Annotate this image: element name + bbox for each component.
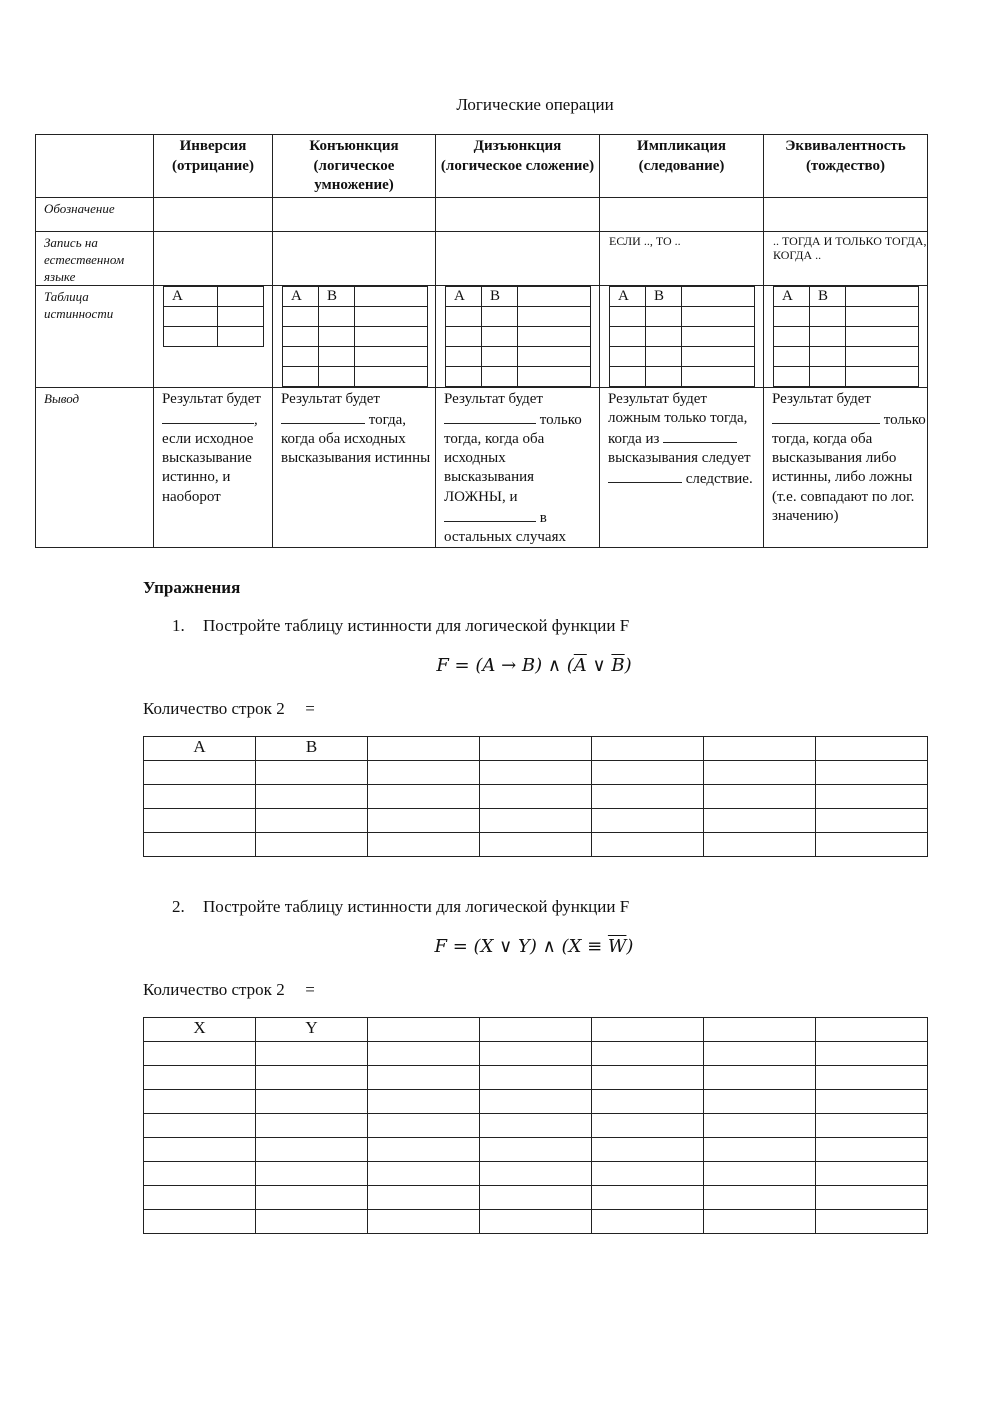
header-conjunction: Конъюнкция (логическое умножение) [273,135,436,198]
row-label-notation: Обозначение [36,197,154,231]
truth-table-conjunction [282,286,428,387]
answer-blank[interactable] [772,409,880,424]
truth-cell[interactable] [283,306,319,326]
truth-cell[interactable] [164,326,218,346]
table-cell[interactable] [704,785,816,809]
notation-inversion[interactable] [154,197,273,231]
conclusion-text: , [254,411,258,428]
table-cell[interactable] [816,1042,928,1066]
truth-cell[interactable] [682,286,755,306]
conclusion-text: в остальных случаях [444,509,566,545]
table-cell[interactable] [480,761,592,785]
table-row [144,1138,928,1162]
answer-blank[interactable] [663,428,737,443]
truth-cell[interactable] [283,346,319,366]
truth-cell[interactable] [355,326,428,346]
formula-part: ) [624,655,632,676]
truth-cell[interactable] [482,366,518,386]
conclusion-inversion [154,387,273,548]
table-cell[interactable] [480,1138,592,1162]
table-cell[interactable] [480,1162,592,1186]
truth-cell[interactable] [610,346,646,366]
column-header[interactable] [592,1018,704,1042]
truth-table-implication [609,286,755,387]
table-cell[interactable] [368,1186,480,1210]
table-cell[interactable] [256,1066,368,1090]
truth-cell[interactable] [774,346,810,366]
column-header[interactable] [704,1018,816,1042]
truth-table-equivalence [773,286,919,387]
conclusion-text: только тогда, когда оба высказывания либо истинны, либо ложны (т.е. совпадают по лог. значению) [772,411,926,524]
truth-cell[interactable] [774,326,810,346]
truth-table-disjunction [445,286,591,387]
truth-cell[interactable] [774,366,810,386]
table-cell[interactable] [256,761,368,785]
table-cell[interactable] [368,785,480,809]
table-cell[interactable] [480,1066,592,1090]
row-count-equals: = [305,980,315,999]
table-row [144,1090,928,1114]
table-cell[interactable] [704,1066,816,1090]
conclusion-text: Результат будет ложным только тогда, когда из [608,390,748,447]
table-cell[interactable] [256,1162,368,1186]
conclusion-text: тогда, когда оба исходных высказывания истинны [281,411,431,467]
row-count-equals: = [305,699,315,718]
truth-cell[interactable] [446,346,482,366]
truth-header-b: B [810,286,846,306]
truth-header-a: A [446,286,482,306]
truth-cell[interactable] [810,306,846,326]
conclusion-text: если исходное высказывание истинно, и наоборот [162,430,254,505]
table-cell[interactable] [704,1114,816,1138]
table-cell[interactable] [592,785,704,809]
table-cell[interactable] [816,785,928,809]
truth-header-a: A [283,286,319,306]
table-cell[interactable] [368,1066,480,1090]
conclusion-conjunction [273,387,436,548]
table-cell[interactable] [592,1138,704,1162]
column-header[interactable] [592,737,704,761]
column-header[interactable] [480,737,592,761]
table-cell[interactable] [816,1210,928,1234]
truth-header-b: B [482,286,518,306]
table-cell[interactable] [144,1066,256,1090]
table-cell[interactable] [144,1042,256,1066]
table-cell[interactable] [144,785,256,809]
table-cell[interactable] [816,1114,928,1138]
table-cell[interactable] [368,1114,480,1138]
table-cell[interactable] [592,833,704,857]
truth-cell[interactable] [610,366,646,386]
table-row [144,1186,928,1210]
exercise-number: 2. [172,897,185,916]
table-cell[interactable] [480,1114,592,1138]
truth-cell[interactable] [610,326,646,346]
truth-cell[interactable] [446,366,482,386]
truth-cell[interactable] [319,306,355,326]
truth-cell[interactable] [774,306,810,326]
exercise-instruction: Постройте таблицу истинности для логической функции F [203,616,630,635]
table-cell[interactable] [704,809,816,833]
page-title: Логические операции [456,95,614,114]
table-row [144,809,928,833]
table-row [144,1210,928,1234]
conclusion-text: Результат будет [772,390,871,407]
table-cell[interactable] [256,1138,368,1162]
truth-cell[interactable] [319,366,355,386]
table-cell[interactable] [480,1090,592,1114]
conclusion-text: высказывания следует [608,450,751,467]
table-cell[interactable] [480,1186,592,1210]
formula-negated-a: $\overline{A}$ [573,655,587,676]
truth-cell[interactable] [682,346,755,366]
table-row [144,1042,928,1066]
table-cell[interactable] [480,833,592,857]
operations-table [35,134,928,548]
table-cell[interactable] [816,1066,928,1090]
table-cell[interactable] [256,1090,368,1114]
answer-blank[interactable] [608,468,682,483]
truth-cell[interactable] [283,326,319,346]
truth-header-b: B [319,286,355,306]
formula-part: F = (A → B) ∧ ( [436,655,574,676]
table-cell[interactable] [704,1186,816,1210]
truth-header-b: B [646,286,682,306]
natural-inversion[interactable] [154,231,273,285]
conclusion-text: Результат будет [444,390,543,407]
conclusion-text: Результат будет [281,390,380,407]
table-cell[interactable] [368,833,480,857]
table-cell[interactable] [256,1186,368,1210]
truth-cell[interactable] [446,306,482,326]
header-implication: Импликация (следование) [600,135,764,198]
truth-header-a: A [610,286,646,306]
table-cell[interactable] [480,785,592,809]
truth-cell[interactable] [283,366,319,386]
column-header[interactable] [368,737,480,761]
table-cell[interactable] [256,1210,368,1234]
truth-header-a: A [164,286,218,306]
conclusion-disjunction [436,387,600,548]
notation-implication[interactable] [600,197,764,231]
row-label-truth: Таблица истинности [36,285,154,387]
table-cell[interactable] [592,1186,704,1210]
natural-equivalence: .. ТОГДА И ТОЛЬКО ТОГДА, КОГДА .. [764,231,928,285]
truth-cell[interactable] [482,306,518,326]
table-cell[interactable] [592,761,704,785]
row-label-conclusion: Вывод [36,387,154,548]
answer-blank[interactable] [281,409,365,424]
conclusion-text: только тогда, когда оба исходных высказывания ЛОЖНЫ, и [444,411,582,505]
table-cell[interactable] [368,1210,480,1234]
exercise-1-formula [0,655,1000,676]
truth-cell[interactable] [846,306,919,326]
truth-cell[interactable] [810,346,846,366]
truth-cell[interactable] [646,346,682,366]
truth-cell[interactable] [482,346,518,366]
column-header[interactable] [368,1018,480,1042]
truth-cell[interactable] [355,346,428,366]
column-header[interactable] [480,1018,592,1042]
truth-cell[interactable] [810,326,846,346]
answer-blank[interactable] [444,507,536,522]
formula-negated-w: $\overline{W}$ [607,936,627,957]
column-header[interactable] [704,737,816,761]
truth-cell[interactable] [646,366,682,386]
column-header: X [144,1018,256,1042]
corner-cell [36,135,154,198]
truth-cell[interactable] [846,346,919,366]
truth-cell[interactable] [846,366,919,386]
table-cell[interactable] [592,809,704,833]
exercise-1-row-count [143,699,315,719]
truth-cell[interactable] [446,326,482,346]
truth-cell[interactable] [355,286,428,306]
conclusion-implication [600,387,764,548]
truth-cell[interactable] [846,326,919,346]
row-label-natural: Запись на естественном языке [36,231,154,285]
truth-cell[interactable] [355,306,428,326]
truth-cell[interactable] [164,306,218,326]
exercise-2-table [143,1017,928,1234]
table-cell[interactable] [144,1090,256,1114]
exercise-1-table [143,736,928,857]
table-cell[interactable] [144,833,256,857]
table-cell[interactable] [256,1042,368,1066]
truth-cell[interactable] [518,366,591,386]
formula-part: ∨ [586,655,612,676]
table-cell[interactable] [816,1090,928,1114]
table-cell[interactable] [144,1186,256,1210]
truth-cell[interactable] [482,326,518,346]
table-cell[interactable] [480,1210,592,1234]
table-cell[interactable] [816,809,928,833]
exercise-2-formula [0,936,1000,957]
table-cell[interactable] [592,1042,704,1066]
conclusion-text: следствие. [685,471,753,488]
table-cell[interactable] [368,1138,480,1162]
truth-table-inversion [163,286,264,347]
column-header: A [144,737,256,761]
truth-cell[interactable] [518,286,591,306]
formula-part: F = (X ∨ Y) ∧ (X ≡ [434,936,608,957]
table-cell[interactable] [480,809,592,833]
truth-cell[interactable] [218,286,264,306]
answer-blank[interactable] [162,409,254,424]
row-count-label: Количество строк 2 [143,699,285,718]
table-cell[interactable] [368,809,480,833]
notation-disjunction[interactable] [436,197,600,231]
table-cell[interactable] [368,761,480,785]
table-cell[interactable] [256,833,368,857]
truth-cell[interactable] [518,306,591,326]
formula-negated-b: $\overline{B}$ [611,655,625,676]
table-cell[interactable] [144,1162,256,1186]
exercise-2-row-count [143,980,315,1000]
truth-cell[interactable] [646,306,682,326]
truth-cell[interactable] [518,326,591,346]
natural-implication: ЕСЛИ .., ТО .. [600,231,764,285]
exercise-number: 1. [172,616,185,635]
answer-blank[interactable] [444,409,536,424]
table-cell[interactable] [144,1138,256,1162]
table-row [144,785,928,809]
table-cell[interactable] [816,1186,928,1210]
table-cell[interactable] [144,1114,256,1138]
table-cell[interactable] [704,761,816,785]
table-cell[interactable] [704,833,816,857]
column-header[interactable] [816,1018,928,1042]
truth-cell[interactable] [218,326,264,346]
truth-cell[interactable] [518,346,591,366]
natural-disjunction[interactable] [436,231,600,285]
table-cell[interactable] [816,761,928,785]
truth-cell[interactable] [682,366,755,386]
table-cell[interactable] [368,1162,480,1186]
table-row [144,1162,928,1186]
table-row [144,761,928,785]
truth-cell[interactable] [610,306,646,326]
conclusion-equivalence [764,387,928,548]
truth-cell[interactable] [810,366,846,386]
table-cell[interactable] [368,1042,480,1066]
table-cell[interactable] [480,1042,592,1066]
table-cell[interactable] [592,1210,704,1234]
truth-cell[interactable] [682,306,755,326]
natural-conjunction[interactable] [273,231,436,285]
table-cell[interactable] [704,1138,816,1162]
truth-cell[interactable] [846,286,919,306]
table-row [144,1066,928,1090]
table-cell[interactable] [592,1066,704,1090]
table-cell[interactable] [704,1042,816,1066]
exercises-heading: Упражнения [143,578,241,597]
exercise-instruction: Постройте таблицу истинности для логической функции F [203,897,630,916]
table-cell[interactable] [144,809,256,833]
header-equivalence: Эквивалентность (тождество) [764,135,928,198]
table-cell[interactable] [704,1090,816,1114]
table-cell[interactable] [704,1210,816,1234]
truth-header-a: A [774,286,810,306]
table-cell[interactable] [816,1162,928,1186]
conclusion-text: Результат будет [162,390,261,407]
table-row [144,833,928,857]
table-cell[interactable] [592,1162,704,1186]
table-cell[interactable] [816,833,928,857]
column-header: Y [256,1018,368,1042]
table-cell[interactable] [144,761,256,785]
table-cell[interactable] [368,1090,480,1114]
notation-conjunction[interactable] [273,197,436,231]
column-header[interactable] [816,737,928,761]
table-cell[interactable] [256,785,368,809]
table-cell[interactable] [592,1090,704,1114]
table-cell[interactable] [592,1114,704,1138]
truth-cell[interactable] [355,366,428,386]
header-disjunction: Дизъюнкция (логическое сложение) [436,135,600,198]
truth-cell[interactable] [218,306,264,326]
table-cell[interactable] [256,1114,368,1138]
truth-cell[interactable] [646,326,682,346]
truth-cell[interactable] [682,326,755,346]
truth-cell[interactable] [319,326,355,346]
row-count-label: Количество строк 2 [143,980,285,999]
notation-equivalence[interactable] [764,197,928,231]
table-cell[interactable] [704,1162,816,1186]
formula-part: ) [626,936,634,957]
truth-cell[interactable] [319,346,355,366]
table-row [144,1114,928,1138]
column-header: B [256,737,368,761]
table-cell[interactable] [816,1138,928,1162]
table-cell[interactable] [144,1210,256,1234]
exercise-1-text [172,616,629,636]
table-cell[interactable] [256,809,368,833]
exercise-2-text [172,897,629,917]
header-inversion: Инверсия (отрицание) [154,135,273,198]
